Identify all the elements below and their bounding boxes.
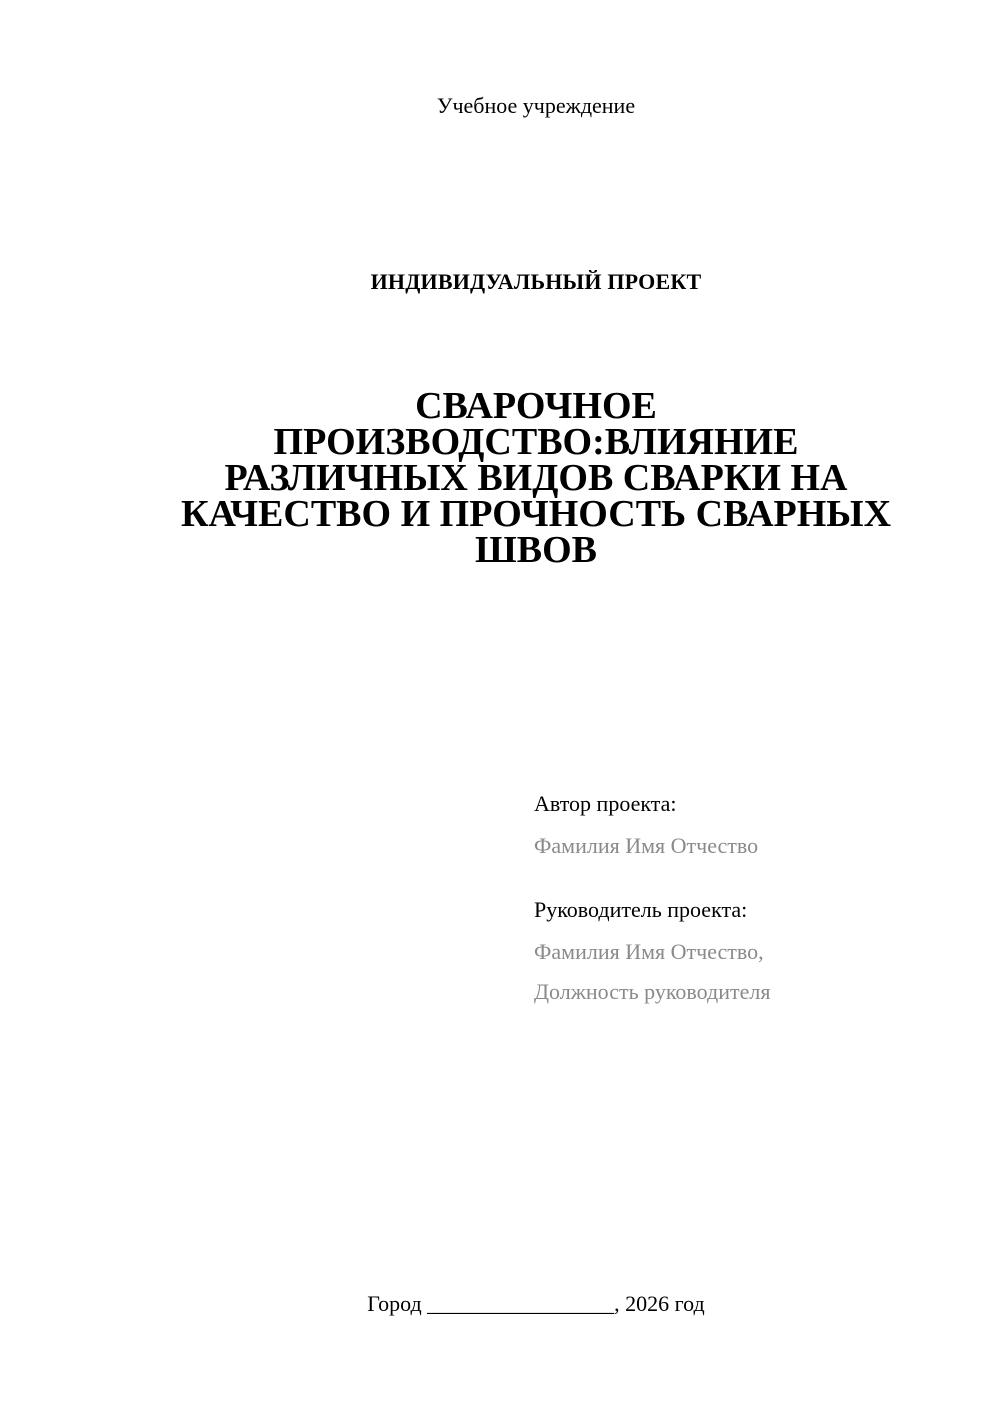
supervisor-position: Должность руководителя xyxy=(534,979,771,1004)
supervisor-name: Фамилия Имя Отчество, xyxy=(534,939,764,964)
supervisor-block xyxy=(534,896,974,1006)
project-title-line: СВАРОЧНОЕ xyxy=(415,385,657,427)
supervisor-label: Руководитель проекта: xyxy=(534,897,748,922)
author-label: Автор проекта: xyxy=(534,791,677,816)
project-title-line: ПРОИЗВОДСТВО:ВЛИЯНИЕ xyxy=(273,421,799,463)
institution-name: Учебное учреждение xyxy=(436,93,636,118)
author-block xyxy=(534,790,974,860)
project-title xyxy=(150,385,922,571)
city-year-footer: Город _________________, 2026 год xyxy=(367,1291,705,1316)
project-type-heading: ИНДИВИДУАЛЬНЫЙ ПРОЕКТ xyxy=(370,269,702,294)
author-name: Фамилия Имя Отчество xyxy=(534,833,759,858)
project-title-line: КАЧЕСТВО И ПРОЧНОСТЬ СВАРНЫХ xyxy=(180,493,892,535)
project-title-line: ШВОВ xyxy=(475,529,597,571)
project-title-line: РАЗЛИЧНЫХ ВИДОВ СВАРКИ НА xyxy=(224,457,848,499)
